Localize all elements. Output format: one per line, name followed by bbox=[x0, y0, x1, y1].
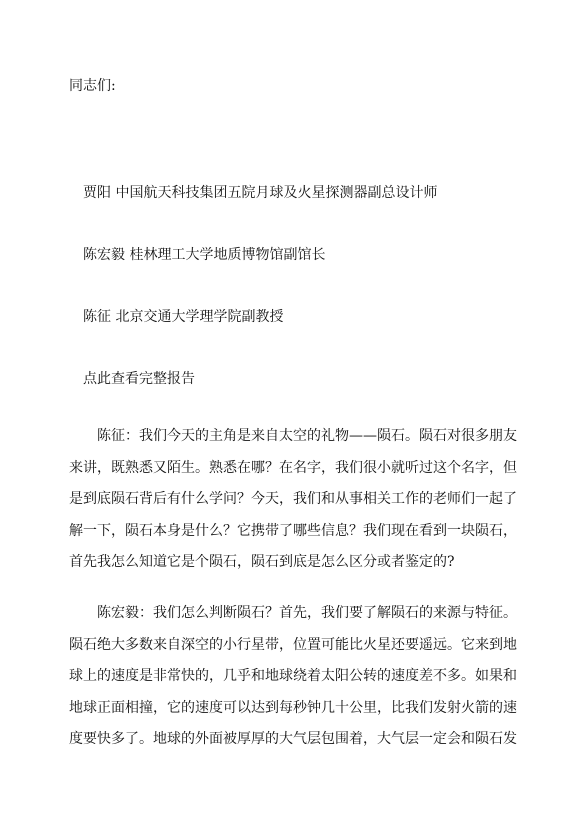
guest-line: 贾阳 中国航天科技集团五院月球及火星探测器副总设计师 bbox=[83, 185, 438, 201]
paragraph-line: 地球正面相撞，它的速度可以达到每秒钟几十公里，比我们发射火箭的速 bbox=[69, 699, 517, 716]
greeting: 同志们: bbox=[69, 78, 116, 94]
paragraph-line: 陈征：我们今天的主角是来自太空的礼物——陨石。陨石对很多朋友 bbox=[97, 428, 517, 444]
view-full-report-link[interactable]: 点此查看完整报告 bbox=[83, 371, 195, 387]
paragraph-line: 度要快多了。地球的外面被厚厚的大气层包围着，大气层一定会和陨石发 bbox=[69, 731, 517, 747]
paragraph-line: 是到底陨石背后有什么学问？今天，我们和从事相关工作的老师们一起了 bbox=[69, 491, 517, 507]
paragraph-line: 球上的速度是非常快的，几乎和地球绕着太阳公转的速度差不多。如果和 bbox=[69, 668, 517, 684]
guest-line: 陈宏毅 桂林理工大学地质博物馆副馆长 bbox=[83, 247, 326, 263]
paragraph-chenzheng bbox=[69, 426, 517, 584]
paragraph-line: 解一下，陨石本身是什么？它携带了哪些信息？我们现在看到一块陨石， bbox=[69, 522, 517, 539]
paragraph-line: 首先我怎么知道它是个陨石，陨石到底是怎么区分或者鉴定的? bbox=[69, 554, 455, 570]
paragraph-line: 陈宏毅：我们怎么判断陨石？首先，我们要了解陨石的来源与特征。 bbox=[97, 605, 517, 621]
paragraph-chenhongyi bbox=[69, 603, 517, 761]
guest-line: 陈征 北京交通大学理学院副教授 bbox=[83, 309, 284, 325]
paragraph-line: 陨石绝大多数来自深空的小行星带，位置可能比火星还要遥远。它来到地 bbox=[69, 636, 517, 653]
paragraph-line: 来讲，既熟悉又陌生。熟悉在哪？在名字，我们很小就听过这个名字，但 bbox=[69, 459, 517, 476]
